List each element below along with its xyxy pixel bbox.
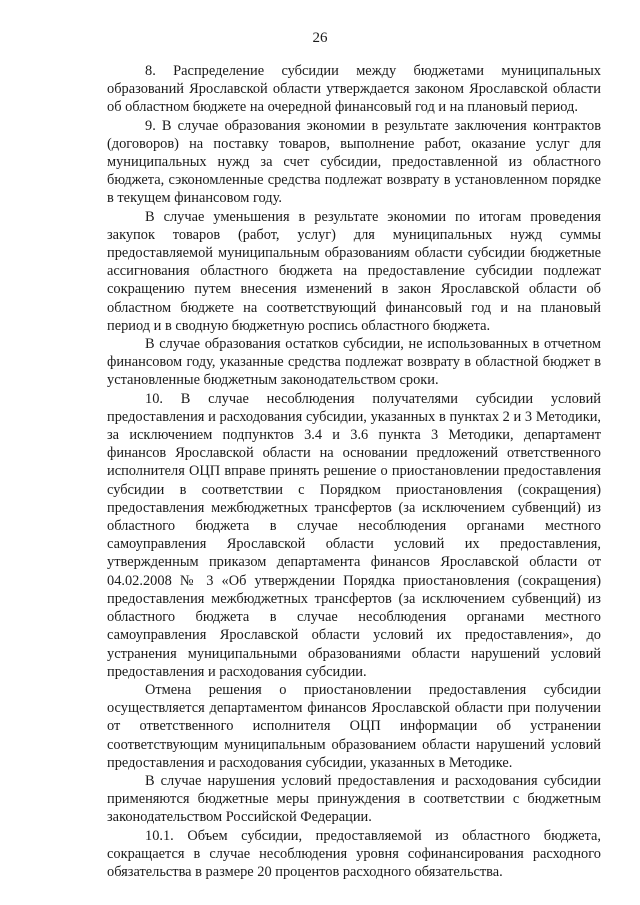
page-number: 26 — [312, 30, 328, 46]
paragraph-10: 10. В случае несоблюдения получателями субсидии условий предоставления и расходования субсидии, указанных в пунктах 2 и 3 Методики, за исключением подпунктов 3.4 и 3.6 пункта 3 Методики, департамент финансов Ярославской области на основании предложений ответственного исполнителя ОЦП вправе принять решение о приостановлении предоставления субсидии в соответствии с Порядком приостановления (сокращения) предоставления межбюджетных трансфертов (за исключением субвенций) из областного бюджета в случае несоблюдения органами местного самоуправления Ярославской области условий их предоставления, утвержденным приказом департамента финансов Ярославской области от 04.02.2008 № 3 «Об утверждении Порядка приостановления (сокращения) предоставления межбюджетных трансфертов (за исключением субвенций) из областного бюджета в случае несоблюдения органами местного самоуправления Ярославской области условий их предоставления», до устранения муниципальными образованиями области нарушений условий предоставления и расходования субсидии. — [107, 390, 601, 680]
paragraph-10-1: 10.1. Объем субсидии, предоставляемой из областного бюджета, сокращается в случае несоблюдения уровня софинансирования расходного обязательства в размере 20 процентов расходного обязательства. — [107, 827, 601, 880]
document-body — [107, 62, 601, 881]
paragraph-8: 8. Распределение субсидии между бюджетами муниципальных образований Ярославской области утверждается законом Ярославской области об областном бюджете на очередной финансовый год и на плановый период. — [107, 63, 601, 116]
paragraph-9-reduction: В случае уменьшения в результате экономии по итогам проведения закупок товаров (работ, услуг) для муниципальных нужд суммы предоставляемой муниципальным образованиям области субсидии бюджетные ассигнования областного бюджета на предоставление субсидии подлежат сокращению путем внесения изменений в закон Ярославской области об областном бюджете на соответствующий финансовый год и на плановый период и в сводную бюджетную роспись областного бюджета. — [107, 208, 601, 334]
paragraph-9: 9. В случае образования экономии в результате заключения контрактов (договоров) на поставку товаров, выполнение работ, оказание услуг для муниципальных нужд за счет субсидии, предоставленной из областного бюджета, сэкономленные средства подлежат возврату в установленном порядке в текущем финансовом году. — [107, 117, 601, 207]
paragraph-10-cancellation: Отмена решения о приостановлении предоставления субсидии осуществляется департаментом финансов Ярославской области при получении от ответственного исполнителя ОЦП информации об устранении соответствующим муниципальным образованием области нарушений условий предоставления и расходования субсидии, указанных в Методике. — [107, 681, 601, 771]
paragraph-10-violation: В случае нарушения условий предоставления и расходования субсидии применяются бюджетные меры принуждения в соответствии с бюджетным законодательством Российской Федерации. — [107, 772, 601, 826]
paragraph-9-remainders: В случае образования остатков субсидии, не использованных в отчетном финансовом году, указанные средства подлежат возврату в областной бюджет в установленные бюджетным законодательством сроки. — [107, 336, 601, 389]
